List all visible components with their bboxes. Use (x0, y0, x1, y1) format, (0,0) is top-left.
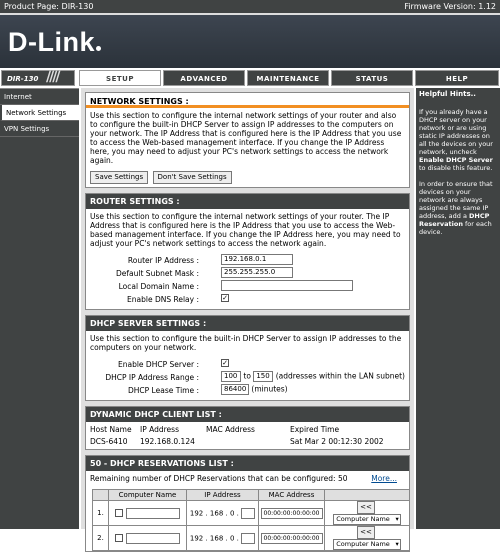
help-panel (416, 88, 500, 529)
help-hint-dhcp: If you already have a DHCP server on your network or are using static IP addresses on all the devices on your network, uncheck Enable DHCP Server to disable this feature. (419, 108, 493, 172)
enable-checkbox[interactable] (115, 509, 123, 517)
ip-prefix: 192 . 168 . 0 . (189, 509, 239, 517)
ip-prefix: 192 . 168 . 0 . (189, 534, 239, 542)
dhcp-range-start-input[interactable]: 100 (221, 371, 241, 382)
tab-status[interactable]: STATUS (331, 70, 413, 86)
sidebar (0, 88, 79, 529)
copy-button[interactable]: << (357, 526, 375, 539)
copy-button[interactable]: << (357, 501, 375, 514)
section-description: Use this section to configure the built-in DHCP Server to assign IP addresses to the computers on your network. (90, 334, 402, 352)
model-badge: DIR-130 //// (1, 70, 75, 86)
range-note: (addresses within the LAN subnet) (275, 371, 405, 381)
computer-name-select[interactable]: Computer Name ▾ (333, 539, 401, 550)
col-computer-name: Computer Name (109, 490, 187, 501)
client-ip: 192.168.0.124 (140, 437, 195, 446)
mac-input[interactable]: 00:00:00:00:00:00 (261, 533, 323, 544)
ip-suffix-input[interactable] (241, 533, 255, 544)
reservations-section (85, 455, 410, 552)
section-description: Use this section to configure the internal network settings of your router. The IP Address that is configured here is the IP Address that you use to access the Web-based management interface. If you change the IP Address here, you may need to adjust your PC's network settings to access the network again. (90, 212, 401, 248)
section-title: DHCP SERVER SETTINGS : (86, 316, 409, 331)
sidebar-item-network-settings[interactable]: Network Settings (0, 105, 79, 121)
firmware-value: 1.12 (478, 2, 496, 11)
ip-suffix-input[interactable] (241, 508, 255, 519)
save-settings-button[interactable]: Save Settings (90, 171, 148, 184)
table-row (93, 526, 410, 551)
remaining-text: Remaining number of DHCP Reservations that can be configured: 50 (90, 474, 348, 483)
computer-name-input[interactable] (126, 508, 180, 519)
help-title: Helpful Hints.. (419, 90, 476, 98)
computer-name-input[interactable] (126, 533, 180, 544)
product-label: Product Page: (4, 2, 59, 11)
help-hint-reservation: In order to ensure that devices on your network are always assigned the same IP address, add a DHCP Reservation for each device. (419, 180, 493, 236)
section-title: NETWORK SETTINGS : (86, 93, 409, 108)
section-title: DYNAMIC DHCP CLIENT LIST : (86, 407, 409, 422)
tab-advanced[interactable]: ADVANCED (163, 70, 245, 86)
col-ip-address: IP Address (140, 425, 179, 434)
product-value: DIR-130 (61, 2, 94, 11)
header-banner (0, 13, 500, 68)
client-expiry: Sat Mar 2 00:12:30 2002 (290, 437, 384, 446)
col-mac-address: MAC Address (206, 425, 255, 434)
col-ip-address: IP Address (187, 490, 259, 501)
domain-name-label: Local Domain Name : (118, 282, 199, 291)
section-title: 50 - DHCP RESERVATIONS LIST : (86, 456, 409, 471)
router-ip-label: Router IP Address : (127, 256, 199, 265)
lease-unit: (minutes) (251, 384, 288, 394)
dhcp-server-section (85, 315, 410, 401)
reservations-table (92, 489, 410, 551)
dns-relay-checkbox[interactable]: ✓ (222, 294, 228, 302)
main-tabs (0, 68, 500, 88)
enable-checkbox[interactable] (115, 534, 123, 542)
col-host-name: Host Name (90, 425, 132, 434)
section-title: ROUTER SETTINGS : (86, 194, 409, 209)
domain-name-input[interactable] (221, 280, 353, 291)
section-description: Use this section to configure the internal network settings of your router and also to configure the built-in DHCP Server to assign IP addresses to the computers on your network. The IP Address that is configured here is the IP Address that you use to access the Web-based management interface. If you change the IP Address here, you may need to adjust your PC's network settings to access the network again. (90, 111, 402, 165)
network-settings-section (85, 92, 410, 188)
dlink-logo: D-Link (8, 27, 101, 58)
table-row (93, 501, 410, 526)
tab-help[interactable]: HELP (415, 70, 499, 86)
dhcp-range-label: DHCP IP Address Range : (105, 373, 199, 382)
tab-maintenance[interactable]: MAINTENANCE (247, 70, 329, 86)
client-list-section (85, 406, 410, 450)
firmware-label: Firmware Version: (404, 2, 476, 11)
dhcp-range-end-input[interactable]: 150 (253, 371, 273, 382)
enable-dhcp-label: Enable DHCP Server : (118, 360, 199, 369)
row-number: 1. (93, 501, 109, 526)
subnet-mask-label: Default Subnet Mask : (116, 269, 199, 278)
dont-save-settings-button[interactable]: Don't Save Settings (153, 171, 232, 184)
client-host: DCS-6410 (90, 437, 128, 446)
client-mac (206, 437, 290, 446)
router-settings-section (85, 193, 410, 310)
tab-setup[interactable]: SETUP (79, 70, 161, 86)
sidebar-item-internet[interactable]: Internet (0, 89, 79, 105)
main-content (81, 88, 414, 548)
subnet-mask-input[interactable]: 255.255.255.0 (221, 267, 293, 278)
lease-time-label: DHCP Lease Time : (128, 386, 199, 395)
col-mac-address: MAC Address (259, 490, 325, 501)
lease-time-input[interactable]: 86400 (221, 384, 249, 395)
router-ip-input[interactable]: 192.168.0.1 (221, 254, 293, 265)
enable-dhcp-checkbox[interactable]: ✓ (222, 359, 228, 367)
sidebar-item-vpn-settings[interactable]: VPN Settings (0, 121, 79, 137)
mac-input[interactable]: 00:00:00:00:00:00 (261, 508, 323, 519)
range-to-label: to (243, 371, 251, 381)
col-expired-time: Expired Time (290, 425, 340, 434)
top-bar (0, 0, 500, 13)
computer-name-select[interactable]: Computer Name ▾ (333, 514, 401, 525)
dns-relay-label: Enable DNS Relay : (127, 295, 199, 304)
more-link[interactable]: More... (371, 474, 397, 483)
row-number: 2. (93, 526, 109, 551)
